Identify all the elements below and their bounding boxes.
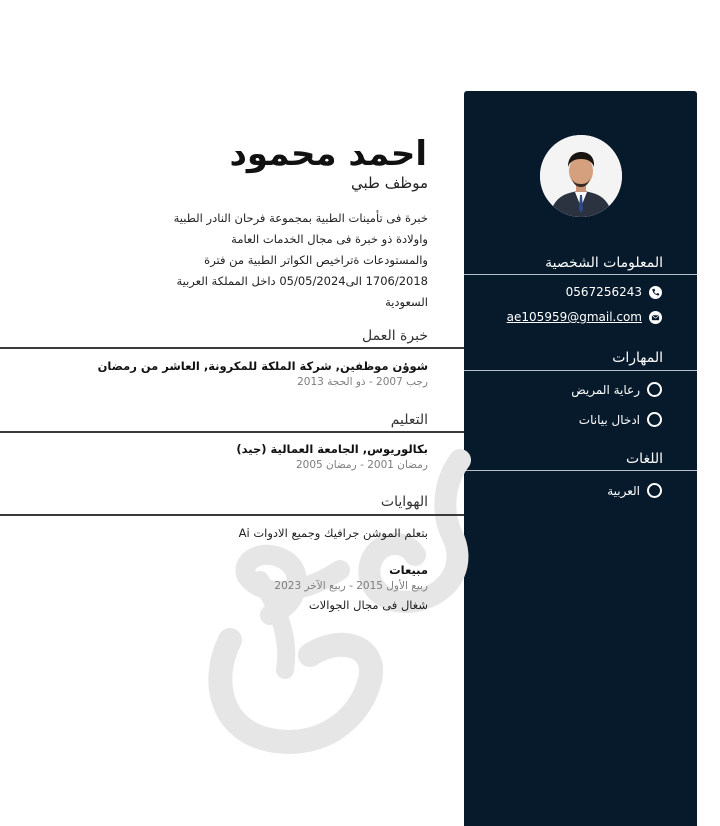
skill-item: [571, 382, 662, 397]
circle-bullet-icon: [647, 412, 662, 427]
experience-dates: رجب 2007 - ذو الحجة 2013: [297, 376, 428, 388]
language-label: العربية: [607, 483, 640, 498]
circle-bullet-icon: [647, 483, 662, 498]
avatar: [540, 135, 622, 217]
phone-number: 0567256243: [565, 285, 642, 299]
divider: [464, 370, 697, 371]
skill-label: ادخال بيانات: [578, 412, 640, 427]
circle-bullet-icon: [647, 382, 662, 397]
personal-info-heading: المعلومات الشخصية: [545, 255, 663, 271]
education-dates: رمضان 2001 - رمضان 2005: [295, 459, 428, 471]
profile-photo: [540, 135, 622, 217]
hobbies-text: بتعلم الموشن جرافيك وجميع الادوات Ai: [238, 526, 428, 540]
email-row[interactable]: [507, 310, 662, 324]
job-title: موظف طبي: [351, 174, 428, 192]
candidate-name: احمد محمود: [229, 134, 427, 174]
sales-title: مبيعات: [389, 563, 428, 577]
profile-summary: خبرة فى تأمينات الطبية بمجموعة فرحان النادر الطبية واولادة ذو خبرة فى مجال الخدمات العامة والمستودعات ةتراخيص الكواتر الطبية من فترة 1706/2018 الى05/05/2024 داخل المملكة العربية السعودية: [173, 211, 428, 309]
education-heading: التعليم: [390, 412, 428, 428]
email-icon: [649, 311, 662, 324]
divider: [464, 274, 697, 275]
skill-item: [579, 412, 662, 427]
divider: [464, 470, 697, 471]
experience-title: شوؤن موظفين, شركة الملكة للمكرونة, العاشر من رمضان: [97, 359, 428, 373]
divider: [0, 514, 464, 516]
experience-heading: خبرة العمل: [362, 328, 428, 344]
divider: [0, 431, 464, 433]
email-link[interactable]: ae105959@gmail.com: [506, 310, 642, 324]
phone-row[interactable]: [566, 285, 662, 299]
sales-text: شغال فى مجال الجوالات: [308, 598, 428, 612]
education-title: بكالوريوس, الجامعة العمالية (جيد): [236, 442, 428, 456]
skills-heading: المهارات: [612, 350, 663, 366]
sidebar: [464, 91, 697, 826]
phone-icon: [649, 286, 662, 299]
hobbies-heading: الهوايات: [380, 494, 428, 510]
divider: [0, 347, 464, 349]
skill-label: رعاية المريض: [571, 382, 640, 397]
sales-dates: ربيع الأول 2015 - ربيع الآخر 2023: [274, 580, 428, 592]
languages-heading: اللغات: [626, 451, 663, 467]
language-item: [607, 483, 662, 498]
